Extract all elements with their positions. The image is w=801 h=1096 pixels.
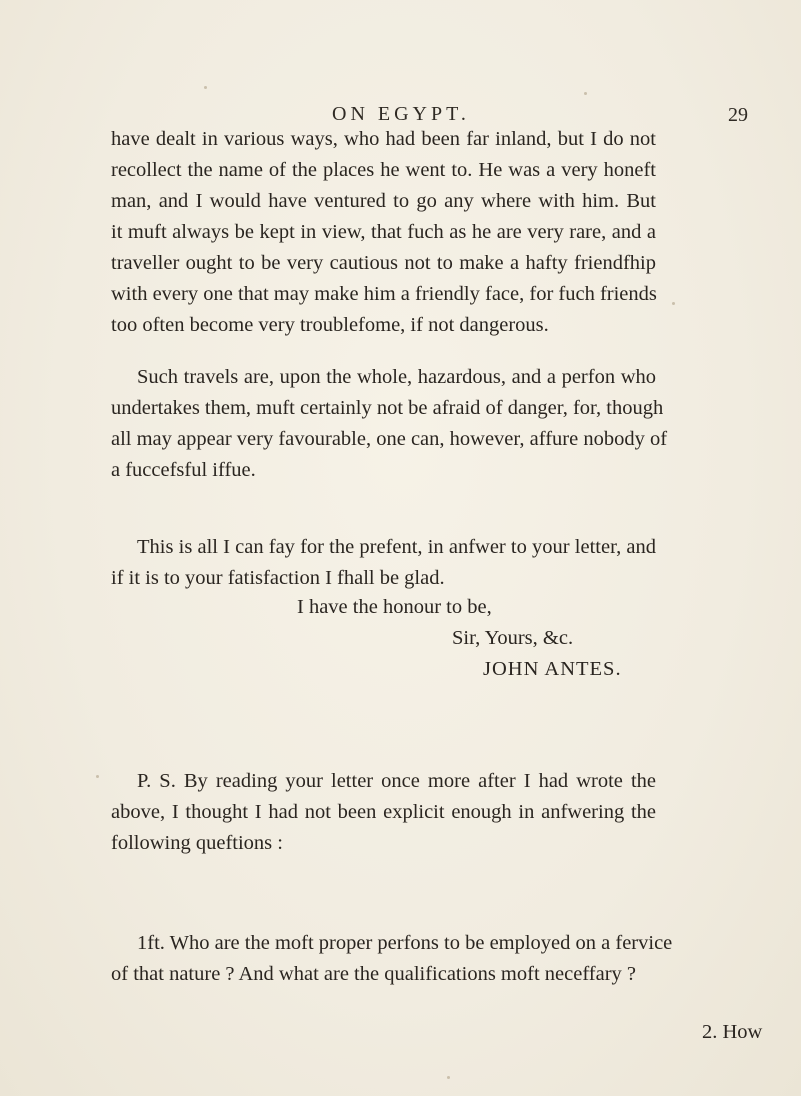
- text-line: Such travels are, upon the whole, hazardous, and a perfon who: [137, 366, 656, 388]
- text-line: it muft always be kept in view, that fuch as he are very rare, and a: [111, 221, 656, 243]
- paragraph-3: [111, 532, 656, 594]
- paper-speck: [672, 302, 675, 305]
- text-line: if it is to your fatisfaction I fhall be glad.: [111, 567, 445, 589]
- text-line: above, I thought I had not been explicit enough in anfwering the: [111, 801, 656, 823]
- text-line: recollect the name of the places he went to. He was a very honeft: [111, 159, 656, 181]
- question-1: [111, 928, 673, 990]
- text-line: all may appear very favourable, one can, however, affure nobody of: [111, 428, 668, 450]
- catchword: 2. How: [702, 1021, 763, 1043]
- text-line: 1ft. Who are the moft proper perfons to be employed on a fervice: [137, 932, 673, 954]
- paragraph-1: [111, 124, 656, 341]
- text-line: of that nature ? And what are the qualifications moft neceffary ?: [111, 963, 637, 985]
- text-line: too often become very troublefome, if not dangerous.: [111, 314, 549, 336]
- paper-speck: [96, 775, 99, 778]
- text-line: This is all I can fay for the prefent, in anfwer to your letter, and: [137, 536, 656, 558]
- paper-speck: [447, 1076, 450, 1079]
- text-line: with every one that may make him a friendly face, for fuch friends: [111, 283, 657, 305]
- closing-line: I have the honour to be,: [297, 596, 492, 618]
- paragraph-2: [111, 362, 668, 486]
- salutation: Sir, Yours, &c.: [452, 627, 574, 649]
- paper-speck: [584, 92, 587, 95]
- text-line: have dealt in various ways, who had been far inland, but I do not: [111, 128, 656, 150]
- text-line: following queftions :: [111, 832, 283, 854]
- text-line: man, and I would have ventured to go any where with him. But: [111, 190, 656, 212]
- text-line: traveller ought to be very cautious not to make a hafty friendfhip: [111, 252, 656, 274]
- postscript: [111, 766, 656, 859]
- running-title: ON EGYPT.: [332, 103, 470, 125]
- page-number: 29: [728, 104, 748, 126]
- text-line: P. S. By reading your letter once more after I had wrote the: [137, 770, 656, 792]
- text-line: a fuccefsful iffue.: [111, 459, 256, 481]
- text-line: undertakes them, muft certainly not be afraid of danger, for, though: [111, 397, 664, 419]
- signature: JOHN ANTES.: [483, 658, 622, 680]
- paper-speck: [204, 86, 207, 89]
